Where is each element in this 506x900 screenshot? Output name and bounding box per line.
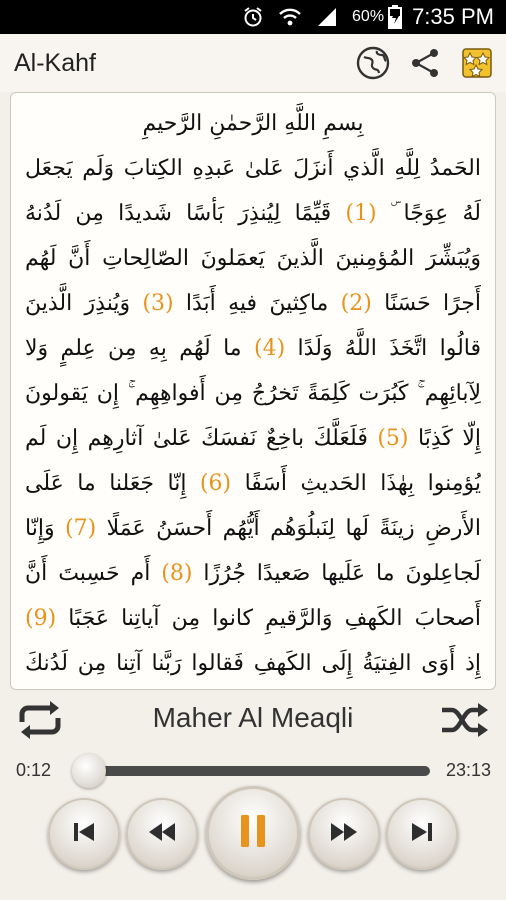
verse-number: (2)	[340, 291, 372, 316]
audio-player	[0, 690, 506, 900]
verse-text: ما لَهُم بِهِ مِن عِلمٍ وَلا	[25, 336, 254, 361]
verse-text: وَيُبَشِّرَ المُؤمِنينَ الَّذينَ يَعمَلونَ الصّالِحاتِ أَنَّ لَهُم	[25, 246, 481, 271]
pause-icon	[238, 813, 268, 853]
verse-text: قالُوا اتَّخَذَ اللَّهُ وَلَدًا	[285, 336, 481, 361]
quran-text-panel[interactable]	[10, 92, 496, 690]
verse-number: (6)	[199, 471, 232, 496]
verse-number: (5)	[377, 426, 409, 451]
seek-bar[interactable]	[86, 766, 430, 776]
verse-text: وَإِنّا	[25, 516, 66, 541]
skip-previous-icon	[71, 819, 97, 849]
battery-percent: 60%	[352, 8, 385, 25]
verse-line	[25, 281, 481, 326]
verse-text: إِلّا كَذِبًا	[408, 426, 481, 451]
verse-line	[25, 506, 481, 551]
verse-text: لِآبائِهِم ۚ كَبُرَت كَلِمَةً تَخرُجُ مِن أَفواهِهِم ۚ إِن يَقولونَ	[25, 381, 481, 406]
alarm-icon	[242, 6, 264, 28]
bookmark-stars-icon[interactable]	[454, 40, 500, 86]
verse-text: بِسمِ اللَّهِ الرَّحمٰنِ الرَّحيمِ	[142, 111, 364, 136]
elapsed-time: 0:12	[16, 760, 52, 780]
fast-forward-icon	[329, 821, 359, 847]
skip-next-button[interactable]	[386, 798, 458, 870]
verse-text: أَصحابَ الكَهفِ وَالرَّقيمِ كانوا مِن آياتِنا عَجَبًا	[56, 606, 481, 631]
verse-text: أَم حَسِبتَ أَنَّ	[25, 561, 162, 586]
verse-line	[25, 236, 481, 281]
total-time: 23:13	[446, 760, 492, 780]
verse-text: قَيِّمًا لِيُنذِرَ بَأسًا شَديدًا مِن لَدُنهُ	[25, 201, 346, 226]
verse-number: (4)	[253, 336, 286, 361]
basmala-line	[25, 101, 481, 146]
verse-line	[25, 641, 481, 686]
repeat-icon[interactable]	[14, 700, 66, 740]
verse-number: (3)	[142, 291, 174, 316]
verse-number: (1)	[345, 201, 377, 226]
skip-previous-button[interactable]	[48, 798, 120, 870]
seek-bar-thumb[interactable]	[72, 754, 106, 788]
verse-text: فَلَعَلَّكَ باخِعٌ نَفسَكَ عَلىٰ آثارِهِم إِن لَم	[25, 426, 378, 451]
verse-line	[25, 326, 481, 371]
verse-text: الأَرضِ زينَةً لَها لِنَبلُوَهُم أَيُّهُم أَحسَنُ عَمَلًا	[96, 516, 481, 541]
verse-text: وَيُنذِرَ الَّذينَ	[25, 291, 143, 316]
verse-number: (8)	[161, 561, 193, 586]
verse-line	[25, 461, 481, 506]
verse-line	[25, 146, 481, 191]
verse-text: الحَمدُ لِلَّهِ الَّذي أَنزَلَ عَلىٰ عَبدِهِ الكِتابَ وَلَم يَجعَل	[25, 156, 481, 181]
verse-line	[25, 416, 481, 461]
verse-text: يُؤمِنوا بِهٰذَا الحَديثِ أَسَفًا	[231, 471, 481, 496]
verse-text: أَجرًا حَسَنًا	[371, 291, 481, 316]
verse-text: إِذ أَوَى الفِتيَةُ إِلَى الكَهفِ فَقالوا رَبَّنا آتِنا مِن لَدُنكَ	[25, 651, 481, 676]
share-icon[interactable]	[402, 40, 448, 86]
battery-icon	[388, 5, 402, 29]
verse-text: لَجاعِلونَ ما عَلَيها صَعيدًا جُرُزًا	[192, 561, 481, 586]
clock: 7:35 PM	[412, 4, 494, 29]
verse-text: لَهُ عِوَجًا ۜ	[376, 201, 481, 226]
status-bar	[0, 0, 506, 34]
app-bar	[0, 34, 506, 92]
shuffle-icon[interactable]	[440, 700, 492, 740]
reciter-name: Maher Al Meaqli	[152, 702, 354, 733]
globe-icon[interactable]	[350, 40, 396, 86]
verse-text: ماكِثينَ فيهِ أَبَدًا	[173, 291, 341, 316]
verse-line	[25, 191, 481, 236]
verse-line	[25, 551, 481, 596]
pause-button[interactable]	[206, 786, 300, 880]
rewind-button[interactable]	[126, 798, 198, 870]
verse-line	[25, 371, 481, 416]
rewind-icon	[147, 821, 177, 847]
fast-forward-button[interactable]	[308, 798, 380, 870]
verse-number: (9)	[25, 606, 57, 631]
verse-line	[25, 596, 481, 641]
verse-text: إِنّا جَعَلنا ما عَلَى	[25, 471, 200, 496]
page-title: Al-Kahf	[14, 48, 96, 77]
signal-icon	[316, 6, 338, 28]
skip-next-icon	[409, 819, 435, 849]
verse-number: (7)	[65, 516, 97, 541]
wifi-icon	[278, 6, 302, 28]
